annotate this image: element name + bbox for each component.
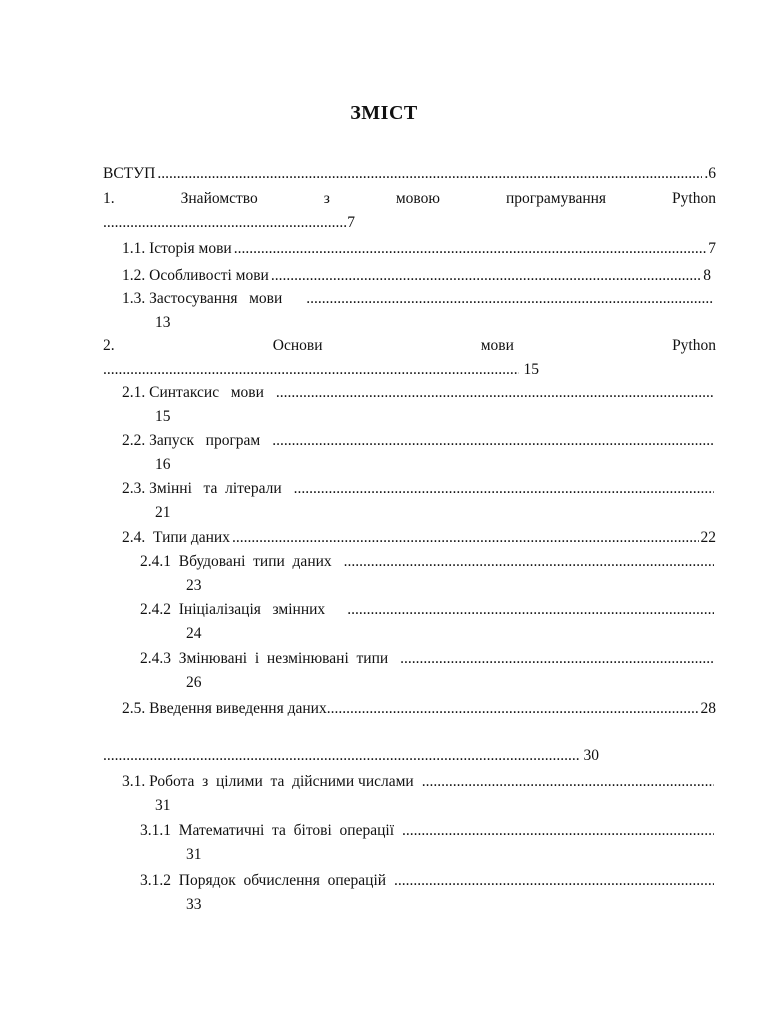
toc-label: 1.1. Історія мови [122,240,232,257]
toc-leader [400,649,714,669]
toc-word: Знайомство [180,190,258,207]
toc-word: Python [672,190,716,207]
toc-entry-2-4-2 [140,600,716,620]
toc-label: 1.3. Застосування мови [122,290,283,307]
toc-entry-1-leader [103,213,355,233]
toc-entry-2-1 [122,383,716,403]
toc-entry-3-1-2 [140,871,716,891]
toc-leader [347,600,714,620]
toc-entry-2-5 [122,699,716,719]
toc-page-number: 13 [155,314,171,331]
toc-label: 2.4. Типи даних [122,529,230,546]
toc-page-number: 26 [186,674,202,691]
toc-entry-2-4-3 [140,649,716,669]
toc-leader [394,871,714,891]
toc-entry-2-2 [122,431,716,451]
toc-page-number: .6 [704,165,716,182]
toc-leader [103,213,347,233]
toc-leader [157,164,702,184]
toc-label: 2.3. Змінні та літерали [122,480,282,497]
toc-entry-2-3 [122,479,716,499]
toc-leader [271,266,701,286]
toc-page-number: 31 [186,846,202,863]
toc-entry-2-4 [122,528,716,548]
toc-entry-1-1 [122,239,716,259]
toc-word: Основи [272,337,323,354]
toc-leader [103,746,579,766]
toc-leader [422,772,714,792]
toc-word: 1. [103,190,115,207]
toc-entry-3-leader [103,746,599,766]
toc-label: 2.4.3 Змінювані і незмінювані типи [140,650,389,667]
toc-label: 2.5. Введення виведення даних [122,700,327,717]
toc-word: 2. [103,337,115,354]
toc-entry-2-4-1 [140,552,716,572]
toc-label: 2.4.1 Вбудовані типи даних [140,553,332,570]
toc-page-number: 8 [703,267,711,284]
toc-word: мовою [395,190,440,207]
toc-page-number: 22 [700,529,716,546]
toc-entry-1 [103,189,716,209]
toc-word: програмування [505,190,607,207]
toc-leader [276,383,714,403]
toc-leader [306,289,714,309]
toc-page-number: 15 [523,361,539,378]
toc-label: 3.1.1 Математичні та бітові операції [140,822,395,839]
toc-page-number: 33 [186,896,202,913]
toc-page-number: 23 [186,577,202,594]
toc-entry-1-3 [122,289,716,309]
toc-word: мови [480,337,514,354]
toc-label: 2.1. Синтаксис мови [122,384,264,401]
toc-page-number: 24 [186,625,202,642]
toc-leader [294,479,714,499]
toc-label: 3.1. Робота з цілими та дійсними числами [122,773,414,790]
toc-entry-1-2 [122,266,711,286]
toc-page-number: 30 [583,747,599,764]
page-title: ЗМІСТ [350,102,418,124]
toc-page-number: 21 [155,504,171,521]
toc-label: 3.1.2 Порядок обчислення операцій [140,872,387,889]
toc-page-number: 28 [700,700,716,717]
toc-leader [234,239,707,259]
toc-leader [272,431,714,451]
toc-leader [402,821,714,841]
toc-entry-2-leader [103,360,539,380]
toc-entry-2 [103,336,716,356]
toc-label: 2.2. Запуск програм [122,432,261,449]
toc-label: 1.2. Особливості мови [122,267,269,284]
toc-page-number: 16 [155,456,171,473]
toc-word: з [323,190,330,207]
toc-word: Python [672,337,716,354]
toc-page-number: 15 [155,408,171,425]
toc-leader [344,552,714,572]
toc-entry-3-1-1 [140,821,716,841]
toc-page-number: 31 [155,797,171,814]
toc-page-number: 7 [347,214,355,231]
toc-page-number: 7 [708,240,716,257]
toc-leader [232,528,699,548]
toc-label: ВСТУП [103,165,156,182]
toc-leader [103,360,519,380]
toc-entry-3-1 [122,772,716,792]
toc-leader [327,699,699,719]
toc-label: 2.4.2 Ініціалізація змінних [140,601,326,618]
toc-entry-intro [103,164,716,184]
